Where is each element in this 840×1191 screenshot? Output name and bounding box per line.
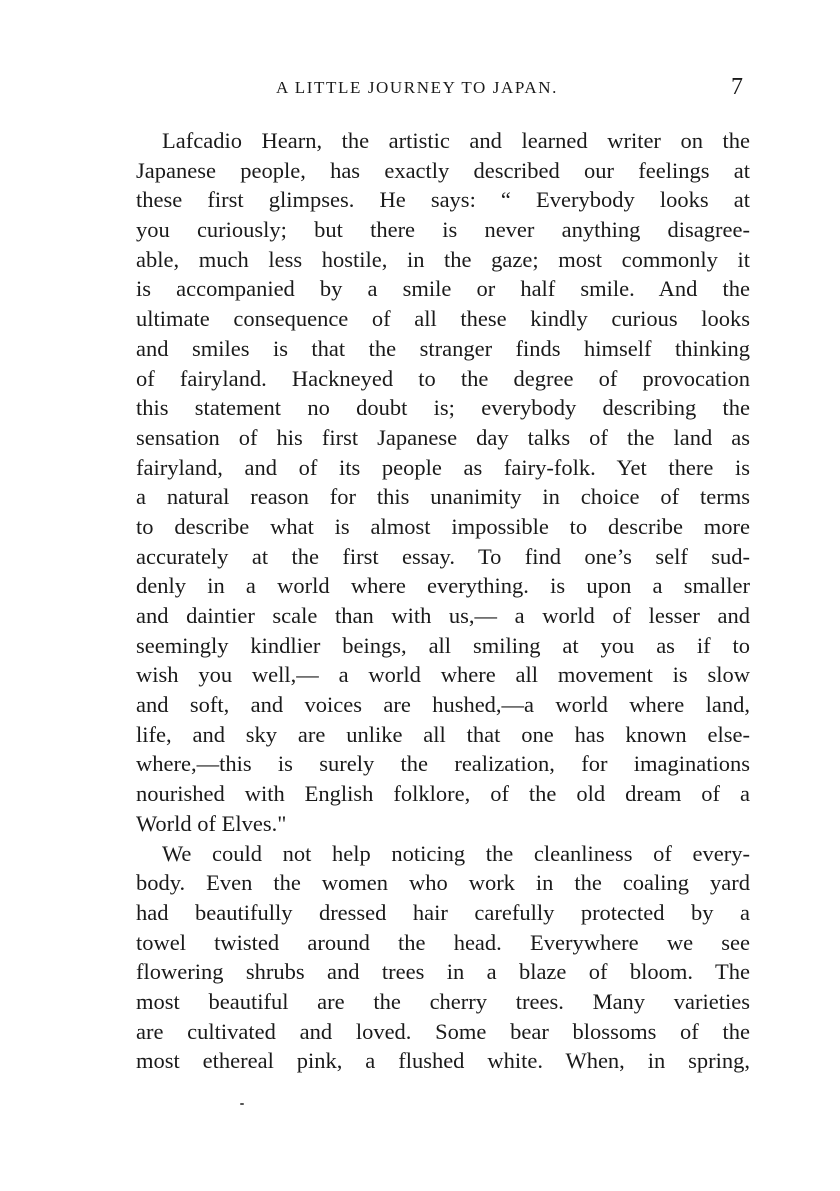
page-number: 7: [731, 74, 743, 100]
text-line: seemingly kindlier beings, all smiling at you as if to: [136, 632, 750, 658]
text-line: World of Elves.": [136, 810, 287, 836]
text-line: most beautiful are the cherry trees. Many varieties: [136, 988, 750, 1014]
text-line: able, much less hostile, in the gaze; most commonly it: [136, 246, 750, 272]
text-line: Lafcadio Hearn, the artistic and learned writer on the: [162, 128, 750, 153]
text-line: accurately at the first essay. To find one’s self sud-: [136, 543, 750, 569]
text-line: to describe what is almost impossible to describe more: [136, 513, 750, 539]
text-line: flowering shrubs and trees in a blaze of bloom. The: [136, 959, 750, 985]
text-line: are cultivated and loved. Some bear blossoms of the: [136, 1018, 750, 1044]
running-head: [0, 74, 840, 108]
text-line: towel twisted around the head. Everywhere we see: [136, 929, 750, 955]
text-line: sensation of his first Japanese day talks of the land as: [136, 424, 750, 450]
text-line: is accompanied by a smile or half smile. And the: [136, 276, 750, 302]
text-line: had beautifully dressed hair carefully protected by a: [136, 899, 750, 925]
text-line: and soft, and voices are hushed,—a world where land,: [136, 692, 750, 718]
text-line: ultimate consequence of all these kindly curious looks: [136, 306, 750, 332]
text-line: of fairyland. Hackneyed to the degree of provocation: [136, 365, 750, 391]
text-line: you curiously; but there is never anything disagree-: [136, 217, 750, 243]
body-text: [136, 126, 750, 1076]
text-line: these first glimpses. He says: “ Everybody looks at: [136, 187, 750, 213]
text-line: wish you well,— a world where all movement is slow: [136, 662, 750, 688]
text-line: denly in a world where everything. is upon a smaller: [136, 573, 750, 599]
text-line: We could not help noticing the cleanliness of every-: [162, 840, 750, 866]
text-line: where,—this is surely the realization, for imaginations: [136, 751, 750, 777]
text-line: fairyland, and of its people as fairy-folk. Yet there is: [136, 454, 750, 480]
text-line: most ethereal pink, a flushed white. When, in spring,: [136, 1048, 750, 1074]
text-line: Japanese people, has exactly described our feelings at: [136, 157, 750, 183]
text-line: and daintier scale than with us,— a world of lesser and: [136, 603, 750, 628]
text-line: a natural reason for this unanimity in choice of terms: [136, 484, 750, 510]
ink-speck: [240, 1103, 244, 1105]
text-line: life, and sky are unlike all that one has known else-: [136, 721, 750, 747]
text-line: and smiles is that the stranger finds himself thinking: [136, 335, 750, 361]
text-line: this statement no doubt is; everybody describing the: [136, 395, 750, 421]
text-line: nourished with English folklore, of the old dream of a: [136, 781, 750, 807]
text-line: body. Even the women who work in the coaling yard: [136, 870, 750, 896]
running-head-title: A LITTLE JOURNEY TO JAPAN.: [276, 78, 558, 97]
